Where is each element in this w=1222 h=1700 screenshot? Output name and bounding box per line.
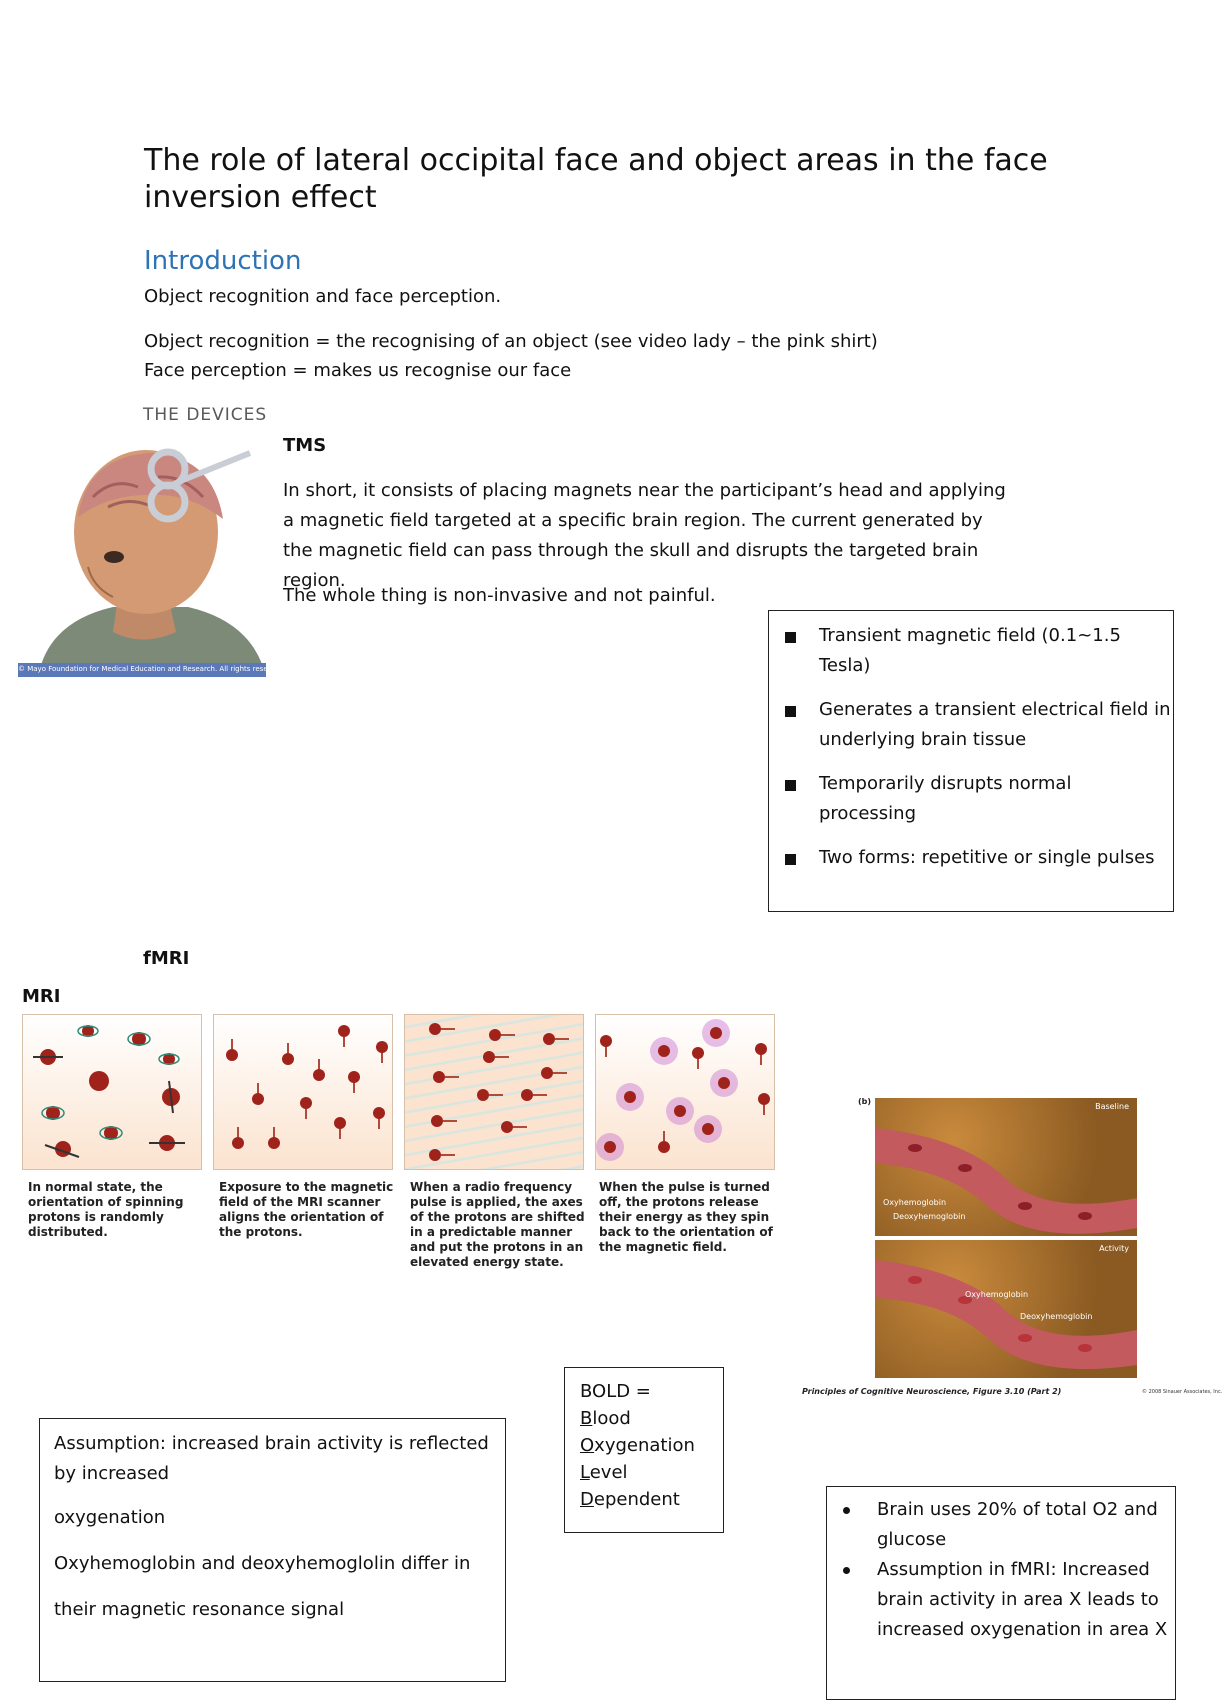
bold-word-blood — [580, 1405, 723, 1432]
assumption-box — [39, 1418, 506, 1682]
protons-release-svg — [596, 1015, 774, 1169]
fmri-heading: fMRI — [143, 948, 190, 969]
mri-panel-aligned — [213, 1014, 393, 1170]
assumption-line-3: Oxyhemoglobin and deoxyhemoglolin differ in — [54, 1553, 471, 1574]
mri-caption-3: When a radio frequency pulse is applied, the axes of the protons are shifted in a predictable manner and put the protons in an elevated energy state. — [410, 1180, 585, 1269]
mri-panel-rf-pulse — [404, 1014, 584, 1170]
bold-initial: D — [580, 1489, 594, 1510]
mri-caption-4: When the pulse is turned off, the protons release their energy as they spin back to the orientation of the magnetic field. — [599, 1180, 773, 1254]
tms-heading: TMS — [283, 435, 327, 456]
mri-panel-normal — [22, 1014, 202, 1170]
bold-word-oxygenation — [580, 1432, 723, 1459]
tms-bullet: Transient magnetic field (0.1~1.5 Tesla) — [769, 621, 1173, 681]
bold-initial: B — [580, 1408, 593, 1429]
devices-heading: THE DEVICES — [143, 405, 268, 425]
brain-fact-bullet: Assumption in fMRI: Increased brain activity in area X leads to increased oxygenation in area X — [827, 1555, 1175, 1645]
introduction-heading: Introduction — [144, 246, 302, 276]
baseline-label: Baseline — [1095, 1102, 1129, 1111]
tms-bullet: Generates a transient electrical field in underlying brain tissue — [769, 695, 1173, 755]
intro-line-1: Object recognition and face perception. — [144, 286, 502, 307]
assumption-line-2: oxygenation — [54, 1507, 166, 1528]
mri-caption-1: In normal state, the orientation of spinning protons is randomly distributed. — [28, 1180, 184, 1239]
brain-facts-box — [826, 1486, 1176, 1700]
bold-definition-box — [564, 1367, 724, 1533]
bold-title: BOLD = — [580, 1381, 651, 1402]
bold-initial: L — [580, 1462, 590, 1483]
tms-head-illustration — [18, 447, 286, 677]
intro-line-2: Object recognition = the recognising of an object (see video lady – the pink shirt) — [144, 331, 878, 352]
bold-initial: O — [580, 1435, 595, 1456]
mri-caption-2: Exposure to the magnetic field of the MRI scanner aligns the orientation of the protons. — [219, 1180, 394, 1239]
protons-shifted-svg — [405, 1015, 583, 1169]
tms-paragraph-1: In short, it consists of placing magnets near the participant’s head and applying a magnetic field targeted at a specific brain region. The current generated by the magnetic field can pass through the skull and disrupts the targeted brain region. — [283, 480, 1006, 591]
activity-label: Activity — [1099, 1244, 1129, 1253]
bold-rest: xygenation — [594, 1435, 695, 1456]
tms-paragraph-2: The whole thing is non-invasive and not painful. — [283, 585, 716, 606]
oxy-label-top: Oxyhemoglobin — [883, 1198, 947, 1207]
tms-head-svg — [18, 447, 286, 677]
oxy-label-bottom: Oxyhemoglobin — [965, 1290, 1029, 1299]
mri-panel-release — [595, 1014, 775, 1170]
tms-image-credit: © Mayo Foundation for Medical Education and Research. All rights reserved. — [18, 665, 286, 673]
bold-rest: ependent — [593, 1489, 680, 1510]
mri-label: MRI — [22, 986, 61, 1007]
blood-figure-caption: Principles of Cognitive Neuroscience, Figure 3.10 (Part 2) — [802, 1387, 1062, 1396]
tms-facts-box — [768, 610, 1174, 912]
bold-word-level — [580, 1459, 723, 1486]
protons-random-svg — [23, 1015, 201, 1169]
tms-bullet: Two forms: repetitive or single pulses — [769, 843, 1173, 873]
brain-fact-bullet: Brain uses 20% of total O2 and glucose — [827, 1495, 1175, 1555]
page-title: The role of lateral occipital face and object areas in the face inversion effect — [144, 143, 1048, 215]
deoxy-label-top: Deoxyhemoglobin — [893, 1212, 966, 1221]
blood-figure-copyright: © 2008 Sinauer Associates, Inc. — [1142, 1389, 1222, 1395]
bold-rest: lood — [592, 1408, 631, 1429]
protons-aligned-svg — [214, 1015, 392, 1169]
blood-vessel-activity — [875, 1240, 1137, 1378]
blood-figure-panel-label: (b) — [858, 1097, 872, 1106]
assumption-line-4: their magnetic resonance signal — [54, 1599, 345, 1620]
blood-vessel-baseline — [875, 1098, 1137, 1236]
bold-word-dependent — [580, 1486, 723, 1513]
bold-rest: evel — [589, 1462, 628, 1483]
assumption-line-1: Assumption: increased brain activity is reflected by increased — [54, 1433, 489, 1484]
intro-line-3: Face perception = makes us recognise our face — [144, 360, 572, 381]
tms-bullet: Temporarily disrupts normal processing — [769, 769, 1173, 829]
deoxy-label-bottom: Deoxyhemoglobin — [1020, 1312, 1093, 1321]
vessel-activity-svg — [875, 1240, 1137, 1378]
